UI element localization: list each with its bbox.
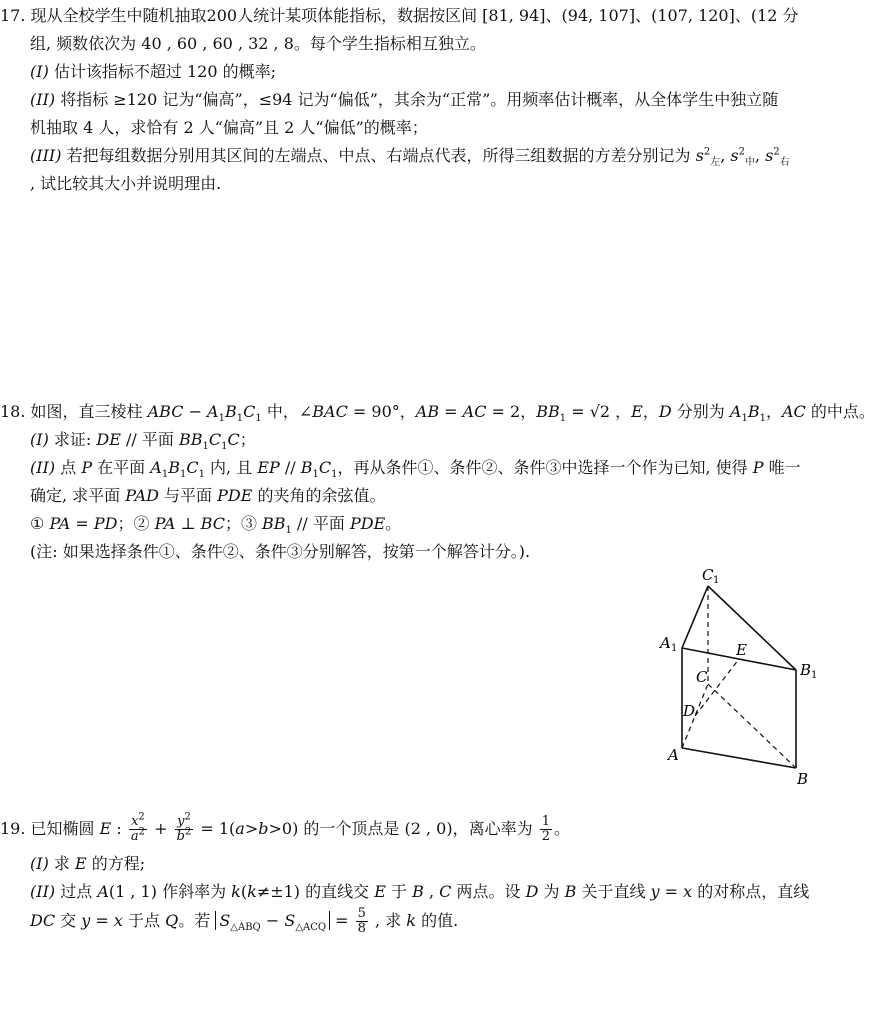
p17-line-2: 组, 频数依次为 40 , 60 , 60 , 32 , 8。每个学生指标相互独立。 xyxy=(30,34,486,53)
p17-part-3-cont: , 试比较其大小并说明理由. xyxy=(30,174,222,193)
fraction-x2-a2: $\frac{x^2}{a^2}$ xyxy=(130,811,146,844)
p18-line-1: 18. 如图，直三棱柱 ABC − $A_1B_1C_1$ 中，∠BAC = 90°，AB = AC = 2，$BB_1 = √2$ ，E，D 分别为 $A_1B_1$，AC 的中点。 xyxy=(0,402,875,425)
fraction-y2-b2: $\frac{y^2}{b^2}$ xyxy=(176,811,192,844)
fraction-five-eighths: $\frac{5}{8}$ xyxy=(357,906,366,936)
prism-figure xyxy=(650,560,820,790)
p19-line-1: 19. 已知椭圆 E : $\frac{x^2}{a^2}$ + $\frac{y^2}{b^2}$ = 1(a>b>0) 的一个顶点是 (2 , 0)，离心率为 $\frac{1}{2}$ 。 xyxy=(0,811,570,844)
label-c1: C xyxy=(702,566,714,584)
p18-part-2-cont: 确定, 求平面 PAD 与平面 PDE 的夹角的余弦值。 xyxy=(30,486,386,505)
p17-line-1: 17. 现从全校学生中随机抽取200人统计某项体能指标，数据按区间 [81, 94]、(94, 107]、(107, 120]、(12 分 xyxy=(0,6,799,25)
label-a: A xyxy=(668,746,679,764)
label-c: C xyxy=(696,668,708,686)
label-e: E xyxy=(736,641,747,659)
p18-part-1: (I) 求证: DE // 平面 $BB_1C_1C$； xyxy=(30,430,256,453)
svg-text:1: 1 xyxy=(713,575,720,586)
p19-part-2-cont: DC 交 y = x 于点 Q。若 $S_{\triangle ABQ} - S_{\triangle ACQ}$ = $\frac{5}{8}$ , 求 k 的值. xyxy=(30,906,459,936)
p19-part-1: (I) 求 E 的方程; xyxy=(30,854,146,873)
p18-note: (注: 如果选择条件①、条件②、条件③分别解答，按第一个解答计分。). xyxy=(30,542,531,561)
svg-text:1: 1 xyxy=(811,670,818,681)
p17-part-1: (I) 估计该指标不超过 120 的概率; xyxy=(30,62,277,81)
fraction-one-half: $\frac{1}{2}$ xyxy=(541,814,550,844)
p17-part-2: (II) 将指标 ≥120 记为“偏高”，≤94 记为“偏低”，其余为“正常”。用频率估计概率，从全体学生中独立随 xyxy=(30,90,779,109)
svg-text:1: 1 xyxy=(671,643,678,654)
p18-part-2: (II) 点 P 在平面 $A_1B_1C_1$ 内, 且 EP // $B_1C_1$，再从条件①、条件②、条件③中选择一个作为已知, 使得 P 唯一 xyxy=(30,458,801,481)
p17-part-2-cont: 机抽取 4 人，求恰有 2 人“偏高”且 2 人“偏低”的概率； xyxy=(30,118,428,137)
label-d: D xyxy=(683,702,696,720)
label-b1: B xyxy=(800,661,812,679)
edge-c1b1 xyxy=(708,586,796,670)
p17-part-3: (III) 若把每组数据分别用其区间的左端点、中点、右端点代表，所得三组数据的方差分别记为 $s^2_左$, $s^2_中$, $s^2_右$ xyxy=(30,146,790,169)
p18-conditions: ① PA = PD；② PA ⊥ BC；③ $BB_1$ // 平面 PDE。 xyxy=(30,514,402,537)
label-a1: A xyxy=(660,634,671,652)
edge-ab xyxy=(682,748,796,768)
p19-part-2: (II) 过点 A(1 , 1) 作斜率为 k(k≠±1) 的直线交 E 于 B , C 两点。设 D 为 B 关于直线 y = x 的对称点，直线 xyxy=(30,882,810,901)
absolute-value-area-diff: $S_{\triangle ABQ} - S_{\triangle ACQ}$ xyxy=(215,911,330,930)
edge-a1c1 xyxy=(682,586,708,648)
label-b: B xyxy=(797,770,809,788)
